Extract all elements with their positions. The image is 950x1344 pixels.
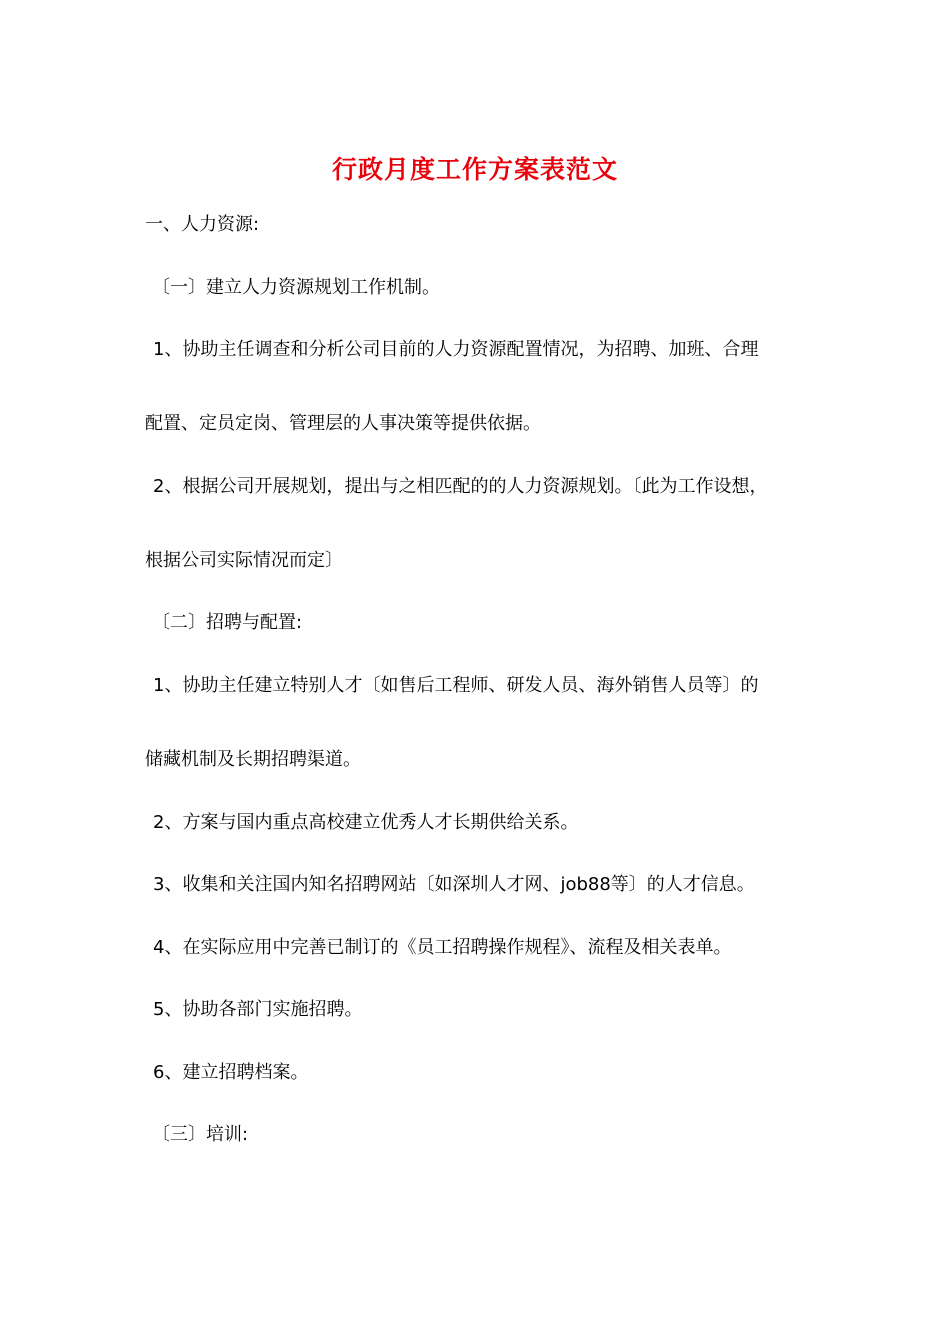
subsection-heading-planning: 〔一〕建立人力资源规划工作机制。 — [152, 277, 440, 298]
paragraph-line: 储藏机制及长期招聘渠道。 — [145, 749, 361, 770]
subsection-heading-recruitment: 〔二〕招聘与配置: — [152, 612, 303, 633]
paragraph-line: 1、协助主任建立特别人才〔如售后工程师、研发人员、海外销售人员等〕的 — [153, 675, 759, 696]
subsection-heading-training: 〔三〕培训: — [152, 1124, 249, 1145]
paragraph-line: 2、方案与国内重点高校建立优秀人才长期供给关系。 — [153, 812, 579, 833]
section-heading-human-resources: 一、人力资源: — [145, 214, 260, 235]
paragraph-line: 配置、定员定岗、管理层的人事决策等提供依据。 — [145, 413, 541, 434]
paragraph-line: 1、协助主任调查和分析公司目前的人力资源配置情况，为招聘、加班、合理 — [153, 339, 759, 360]
paragraph-line: 3、收集和关注国内知名招聘网站〔如深圳人才网、job88等〕的人才信息。 — [153, 874, 755, 895]
paragraph-line: 4、在实际应用中完善已制订的《员工招聘操作规程》、流程及相关表单。 — [153, 937, 732, 958]
paragraph-line: 5、协助各部门实施招聘。 — [153, 999, 363, 1020]
paragraph-line: 根据公司实际情况而定〕 — [145, 550, 343, 571]
document-title: 行政月度工作方案表范文 — [331, 155, 618, 184]
paragraph-line: 6、建立招聘档案。 — [153, 1062, 309, 1083]
paragraph-line: 2、根据公司开展规划，提出与之相匹配的的人力资源规划。〔此为工作设想， — [153, 476, 768, 497]
